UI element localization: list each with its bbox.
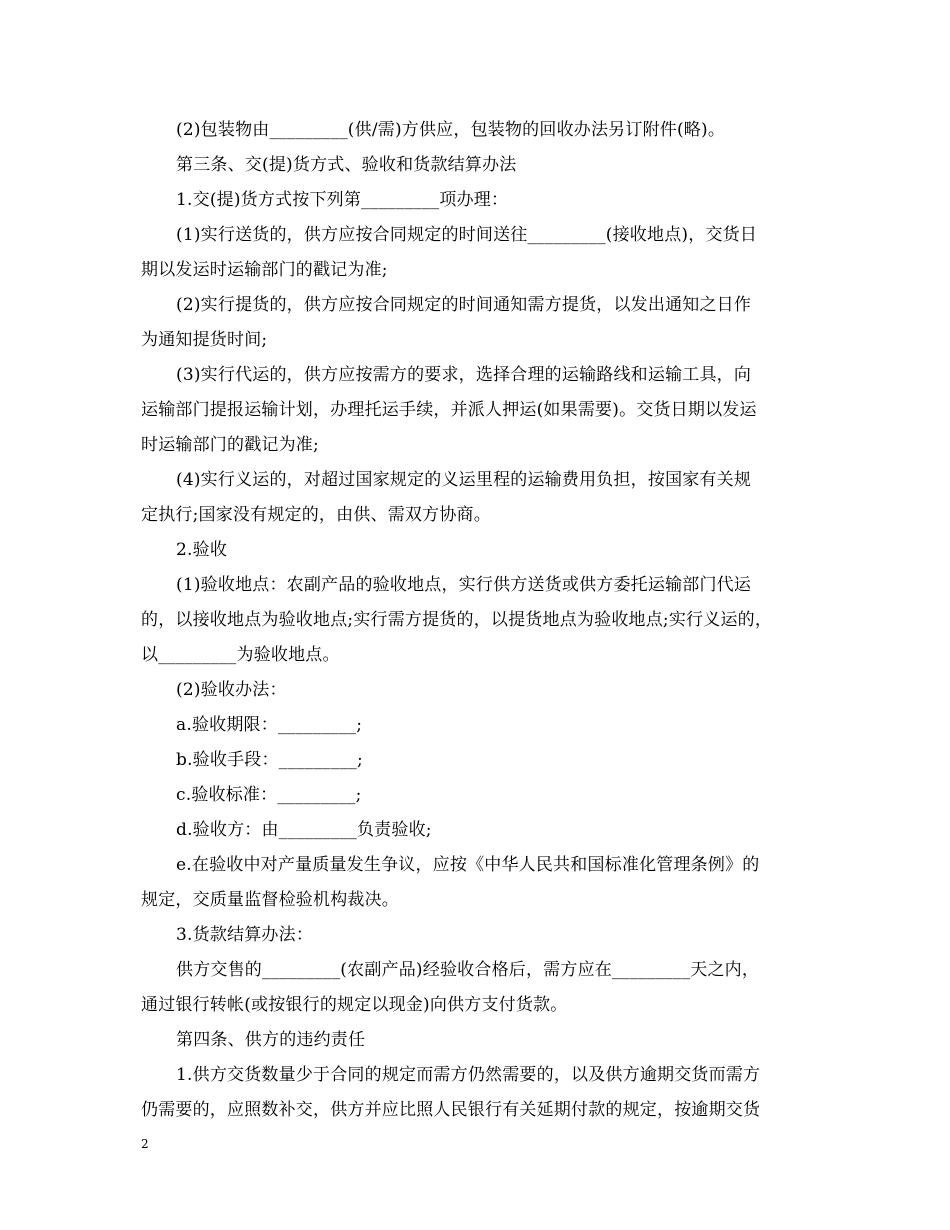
text-line: (3)实行代运的，供方应按需方的要求，选择合理的运输路线和运输工具，向 xyxy=(176,365,752,385)
text-line: (2)验收办法： xyxy=(176,680,287,700)
text-line: 规定，交质量监督检验机构裁决。 xyxy=(141,890,399,910)
text-line: (1)验收地点：农副产品的验收地点，实行供方送货或供方委托运输部门代运 xyxy=(176,575,752,595)
text-line: b.验收手段：_________; xyxy=(176,750,363,770)
section-heading: 第三条、交(提)货方式、验收和货款结算办法 xyxy=(176,155,517,175)
text-line: 1.供方交货数量少于合同的规定而需方仍然需要的，以及供方逾期交货而需方 xyxy=(176,1065,761,1085)
text-line: c.验收标准：_________; xyxy=(176,785,362,805)
text-line: (2)实行提货的，供方应按合同规定的时间通知需方提货，以发出通知之日作 xyxy=(176,295,752,315)
text-line: 的，以接收地点为验收地点;实行需方提货的，以提货地点为验收地点;实行义运的， xyxy=(141,610,773,630)
text-line: 时运输部门的戳记为准; xyxy=(141,435,319,455)
text-line: a.验收期限：_________; xyxy=(176,715,363,735)
text-line: (2)包装物由_________(供/需)方供应，包装物的回收办法另订附件(略)。 xyxy=(176,120,726,140)
document-body xyxy=(141,113,813,1128)
text-line: (1)实行送货的，供方应按合同规定的时间送往_________(接收地点)，交货日 xyxy=(176,225,758,245)
text-line: 通过银行转帐(或按银行的规定以现金)向供方支付货款。 xyxy=(141,995,568,1015)
text-line: 1.交(提)货方式按下列第_________项办理： xyxy=(176,190,509,210)
text-line: 运输部门提报运输计划，办理托运手续，并派人押运(如果需要)。交货日期以发运 xyxy=(141,400,757,420)
section-heading: 第四条、供方的违约责任 xyxy=(176,1030,366,1050)
text-line: (4)实行义运的，对超过国家规定的义运里程的运输费用负担，按国家有关规 xyxy=(176,470,752,490)
page-number: 2 xyxy=(141,1137,149,1151)
text-line: e.在验收中对产量质量发生争议，应按《中华人民共和国标准化管理条例》的 xyxy=(176,855,760,875)
subsection-heading: 3.货款结算办法： xyxy=(176,925,314,945)
text-line: 期以发运时运输部门的戳记为准; xyxy=(141,260,388,280)
text-line: d.验收方：由_________负责验收; xyxy=(176,820,432,840)
text-line: 为通知提货时间; xyxy=(141,330,268,350)
text-line: 定执行;国家没有规定的，由供、需双方协商。 xyxy=(141,505,491,525)
text-line: 以_________为验收地点。 xyxy=(141,645,340,665)
text-line: 供方交售的_________(农副产品)经验收合格后，需方应在_________天之内， xyxy=(176,960,760,980)
text-line: 仍需要的，应照数补交，供方并应比照人民银行有关延期付款的规定，按逾期交货 xyxy=(141,1100,761,1120)
subsection-heading: 2.验收 xyxy=(176,540,228,560)
